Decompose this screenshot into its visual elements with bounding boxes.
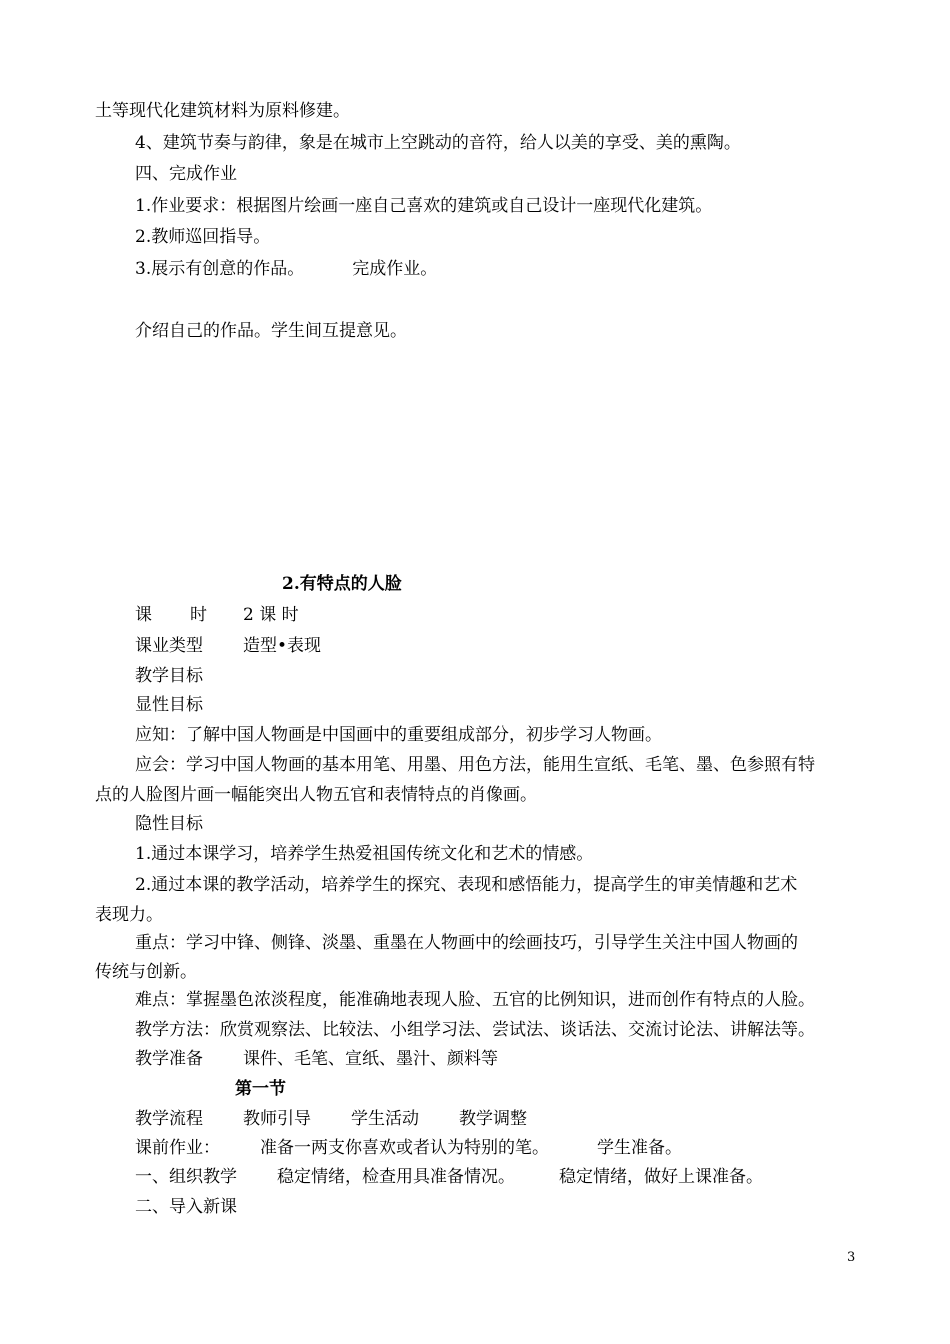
text-line: 介绍自己的作品。学生间互提意见。 (135, 321, 407, 341)
prep-value: 课件、毛笔、宣纸、墨汁、颜料等 (243, 1049, 498, 1069)
section-heading: 二、导入新课 (135, 1197, 237, 1217)
prep-label: 教学准备 (135, 1049, 203, 1069)
hours-row (135, 604, 299, 626)
homework-row (135, 1137, 682, 1159)
text-line: 重点：学习中锋、侧锋、淡墨、重墨在人物画中的绘画技巧，引导学生关注中国人物画的 (135, 933, 798, 953)
flow-header-row (135, 1108, 527, 1130)
homework-label: 课前作业： (135, 1138, 220, 1158)
page-number: 3 (847, 1250, 856, 1265)
section-title: 第一节 (235, 1079, 286, 1099)
text-line: 土等现代化建筑材料为原料修建。 (95, 101, 350, 121)
homework-teacher: 准备一两支你喜欢或者认为特别的笔。 (260, 1138, 549, 1158)
text-line: 1.通过本课学习，培养学生热爱祖国传统文化和艺术的情感。 (135, 844, 594, 864)
text-line: 传统与创新。 (95, 962, 197, 982)
section-heading: 四、完成作业 (135, 164, 237, 184)
lesson-title: 2.有特点的人脸 (282, 574, 402, 594)
text-line: 4、建筑节奏与韵律，象是在城市上空跳动的音符，给人以美的享受、美的熏陶。 (135, 133, 741, 153)
hours-label-2: 时 (190, 605, 207, 625)
text-line: 应会：学习中国人物画的基本用笔、用墨、用色方法，能用生宣纸、毛笔、墨、色参照有特 (135, 755, 815, 775)
text-segment: 完成作业。 (352, 259, 438, 279)
goals-heading: 教学目标 (135, 666, 203, 686)
organize-row (135, 1166, 763, 1188)
text-line: 教学方法：欣赏观察法、比较法、小组学习法、尝试法、谈话法、交流讨论法、讲解法等。 (135, 1020, 815, 1040)
text-line (135, 258, 437, 280)
organize-label: 一、组织教学 (135, 1167, 237, 1187)
flow-col: 教学调整 (459, 1109, 527, 1129)
text-line: 难点：掌握墨色浓淡程度，能准确地表现人脸、五官的比例知识，进而创作有特点的人脸。 (135, 990, 815, 1010)
prep-row (135, 1048, 498, 1070)
flow-col: 教学流程 (135, 1109, 203, 1129)
text-segment: 3.展示有创意的作品。 (135, 259, 305, 279)
organize-teacher: 稳定情绪，检查用具准备情况。 (277, 1167, 515, 1187)
flow-col: 教师引导 (243, 1109, 311, 1129)
type-label: 课业类型 (135, 636, 203, 656)
text-line: 应知：了解中国人物画是中国画中的重要组成部分，初步学习人物画。 (135, 725, 662, 745)
implicit-goals-heading: 隐性目标 (135, 814, 203, 834)
organize-student: 稳定情绪，做好上课准备。 (559, 1167, 763, 1187)
hours-label-1: 课 (135, 605, 152, 625)
text-line: 1.作业要求：根据图片绘画一座自己喜欢的建筑或自己设计一座现代化建筑。 (135, 196, 713, 216)
text-line: 点的人脸图片画一幅能突出人物五官和表情特点的肖像画。 (95, 785, 537, 805)
type-value: 造型•表现 (243, 636, 322, 656)
flow-col: 学生活动 (351, 1109, 419, 1129)
explicit-goals-heading: 显性目标 (135, 695, 203, 715)
type-row (135, 635, 321, 657)
homework-student: 学生准备。 (597, 1138, 682, 1158)
text-line: 2.教师巡回指导。 (135, 227, 271, 247)
text-line: 2.通过本课的教学活动，培养学生的探究、表现和感悟能力，提高学生的审美情趣和艺术 (135, 875, 798, 895)
hours-value: 2 课 时 (243, 605, 299, 625)
text-line: 表现力。 (95, 905, 163, 925)
